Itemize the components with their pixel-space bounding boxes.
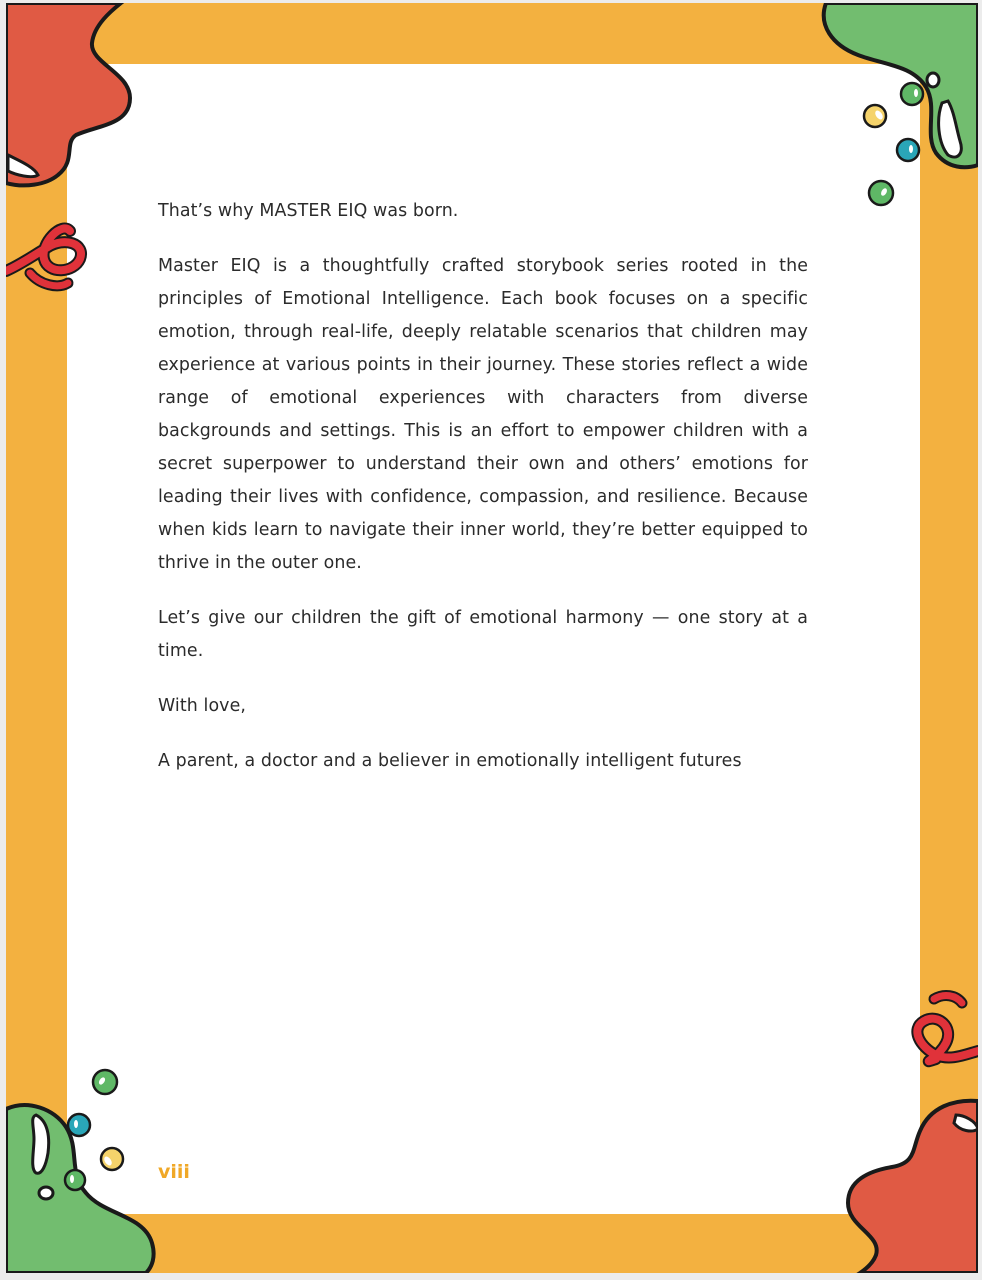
call-to-action-paragraph: Let’s give our children the gift of emotional harmony — one story at a time. <box>158 608 808 661</box>
intro-line: That’s why MASTER EIQ was born. <box>158 201 459 221</box>
body-paragraph: Master EIQ is a thoughtfully crafted storybook series rooted in the principles of Emotional Intelligence. Each book focuses on a specific emotion, through real-life, deeply relatable scenarios that children may experience at various points in their journey. These stories reflect a wide range of emotional experiences with characters from diverse backgrounds and settings. This is an effort to empower children with a secret superpower to understand their own and others’ emotions for leading their lives with confidence, compassion, and resilience. Because when kids learn to navigate their inner world, they’re better equipped to thrive in the outer one. <box>158 256 808 573</box>
bubble-cluster-bottom-left <box>65 1070 123 1190</box>
closing-line: With love, <box>158 696 247 716</box>
signature-line: A parent, a doctor and a believer in emotionally intelligent futures <box>158 751 742 771</box>
red-swirl-left <box>6 228 81 285</box>
book-page <box>6 3 978 1273</box>
page-number: viii <box>158 1161 190 1183</box>
red-swirl-right <box>917 996 978 1062</box>
letter-content <box>158 195 808 800</box>
bubble-cluster-top-right <box>864 83 923 205</box>
red-blob-top-left <box>6 3 130 185</box>
